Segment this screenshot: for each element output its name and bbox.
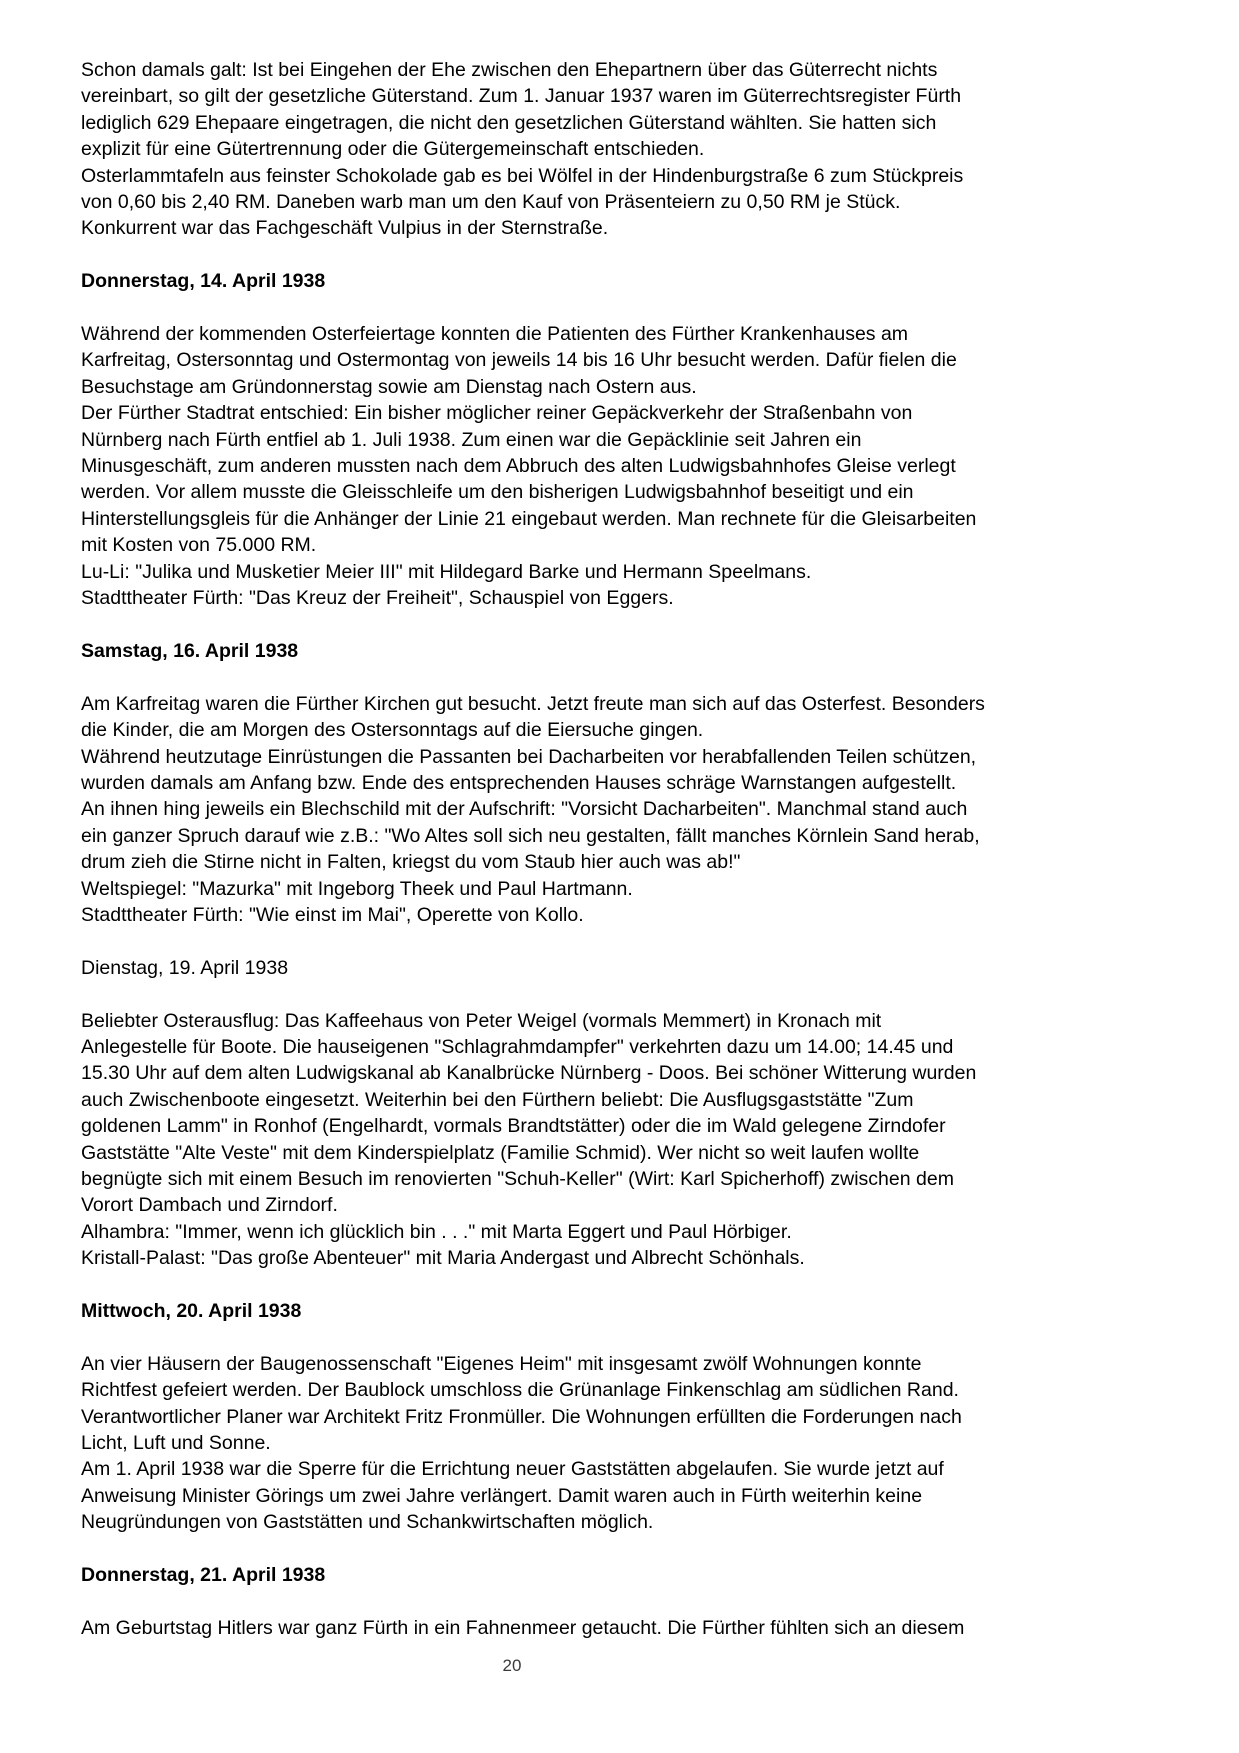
text-line: Nürnberg nach Fürth entfiel ab 1. Juli 1938. Zum einen war die Gepäcklinie seit Jahren ein bbox=[81, 428, 862, 451]
text-line: Vorort Dambach und Zirndorf. bbox=[81, 1194, 338, 1217]
text-line: Anweisung Minister Görings um zwei Jahre verlängert. Damit waren auch in Fürth weiterhin keine bbox=[81, 1484, 923, 1507]
text-line: Konkurrent war das Fachgeschäft Vulpius in der Sternstraße. bbox=[81, 217, 609, 240]
text-line: Alhambra: "Immer, wenn ich glücklich bin . . ." mit Marta Eggert und Paul Hörbiger. bbox=[81, 1220, 792, 1243]
paragraph bbox=[81, 1008, 1156, 1272]
text-line: Der Fürther Stadtrat entschied: Ein bisher möglicher reiner Gepäckverkehr der Straßenbahn von bbox=[81, 402, 913, 425]
text-line: Während heutzutage Einrüstungen die Passanten bei Dacharbeiten vor herabfallenden Teilen schützen, bbox=[81, 745, 977, 768]
text-line: die Kinder, die am Morgen des Ostersonntags auf die Eiersuche gingen. bbox=[81, 719, 704, 742]
text-line: Neugründungen von Gaststätten und Schankwirtschaften möglich. bbox=[81, 1511, 654, 1534]
text-line: Verantwortlicher Planer war Architekt Fritz Fronmüller. Die Wohnungen erfüllten die Forderungen nach bbox=[81, 1405, 962, 1428]
text-line: Gaststätte "Alte Veste" mit dem Kinderspielplatz (Familie Schmid). Wer nicht so weit laufen wollte bbox=[81, 1141, 920, 1164]
text-line: explizit für eine Gütertrennung oder die Gütergemeinschaft entschieden. bbox=[81, 138, 705, 161]
text-line: Während der kommenden Osterfeiertage konnten die Patienten des Fürther Krankenhauses am bbox=[81, 323, 909, 346]
text-line: begnügte sich mit einem Besuch im renovierten "Schuh-Keller" (Wirt: Karl Spicherhoff) zwischen dem bbox=[81, 1167, 954, 1190]
text-line: auch Zwischenboote eingesetzt. Weiterhin bei den Fürthern beliebt: Die Ausflugsgaststätte "Zum bbox=[81, 1088, 914, 1111]
text-line: Am 1. April 1938 war die Sperre für die Errichtung neuer Gaststätten abgelaufen. Sie wurde jetzt auf bbox=[81, 1458, 944, 1481]
section-heading: Dienstag, 19. April 1938 bbox=[81, 956, 289, 979]
text-line: An ihnen hing jeweils ein Blechschild mit der Aufschrift: "Vorsicht Dacharbeiten". Manchmal stand auch bbox=[81, 798, 968, 821]
text-line: An vier Häusern der Baugenossenschaft "Eigenes Heim" mit insgesamt zwölf Wohnungen konnte bbox=[81, 1352, 922, 1375]
document-body bbox=[81, 57, 1156, 1668]
text-line: Beliebter Osterausflug: Das Kaffeehaus von Peter Weigel (vormals Memmert) in Kronach mit bbox=[81, 1009, 882, 1032]
paragraph bbox=[81, 57, 1156, 242]
text-line: Osterlammtafeln aus feinster Schokolade gab es bei Wölfel in der Hindenburgstraße 6 zum Stückpreis bbox=[81, 164, 964, 187]
text-line: Karfreitag, Ostersonntag und Ostermontag von jeweils 14 bis 16 Uhr besucht werden. Dafür fielen die bbox=[81, 349, 957, 372]
text-line: wurden damals am Anfang bzw. Ende des entsprechenden Hauses schräge Warnstangen aufgestellt. bbox=[81, 771, 957, 794]
text-line: drum zieh die Stirne nicht in Falten, kriegst du vom Staub hier auch was ab!" bbox=[81, 851, 741, 874]
text-line: von 0,60 bis 2,40 RM. Daneben warb man um den Kauf von Präsenteiern zu 0,50 RM je Stück. bbox=[81, 191, 901, 214]
text-line: mit Kosten von 75.000 RM. bbox=[81, 534, 317, 557]
text-line: vereinbart, so gilt der gesetzliche Güterstand. Zum 1. Januar 1937 waren im Güterrechtsregister Fürth bbox=[81, 85, 962, 108]
text-line: lediglich 629 Ehepaare eingetragen, die nicht den gesetzlichen Güterstand wählten. Sie hatten sich bbox=[81, 111, 937, 134]
section-heading: Donnerstag, 21. April 1938 bbox=[81, 1564, 326, 1587]
text-line: Am Karfreitag waren die Fürther Kirchen gut besucht. Jetzt freute man sich auf das Osterfest. Besonders bbox=[81, 692, 985, 715]
text-line: Besuchstage am Gründonnerstag sowie am Dienstag nach Ostern aus. bbox=[81, 375, 697, 398]
text-line: werden. Vor allem musste die Gleisschleife um den bisherigen Ludwigsbahnhof beseitigt und ein bbox=[81, 481, 914, 504]
paragraph bbox=[81, 321, 1156, 611]
text-line: Lu-Li: "Julika und Musketier Meier III" mit Hildegard Barke und Hermann Speelmans. bbox=[81, 560, 812, 583]
text-line: Richtfest gefeiert werden. Der Baublock umschloss die Grünanlage Finkenschlag am südlichen Rand. bbox=[81, 1379, 959, 1402]
paragraph bbox=[81, 1351, 1156, 1536]
text-line: Stadttheater Fürth: "Wie einst im Mai", Operette von Kollo. bbox=[81, 903, 584, 926]
text-line: Stadttheater Fürth: "Das Kreuz der Freiheit", Schauspiel von Eggers. bbox=[81, 587, 674, 610]
text-line: Am Geburtstag Hitlers war ganz Fürth in ein Fahnenmeer getaucht. Die Fürther fühlten sich an diesem bbox=[81, 1616, 965, 1639]
text-line: ein ganzer Spruch darauf wie z.B.: "Wo Altes soll sich neu gestalten, fällt manches Körnlein Sand herab, bbox=[81, 824, 980, 847]
text-line: Kristall-Palast: "Das große Abenteuer" mit Maria Andergast und Albrecht Schönhals. bbox=[81, 1247, 805, 1270]
paragraph bbox=[81, 691, 1156, 929]
text-line: Anlegestelle für Boote. Die hauseigenen "Schlagrahmdampfer" verkehrten dazu um 14.00; 14.45 und bbox=[81, 1035, 954, 1058]
text-line: Weltspiegel: "Mazurka" mit Ingeborg Theek und Paul Hartmann. bbox=[81, 877, 633, 900]
text-line: goldenen Lamm" in Ronhof (Engelhardt, vormals Brandtstätter) oder die im Wald gelegene Zirndofer bbox=[81, 1115, 946, 1138]
paragraph bbox=[81, 1615, 1156, 1641]
text-line: Licht, Luft und Sonne. bbox=[81, 1432, 271, 1454]
text-line: Minusgeschäft, zum anderen mussten nach dem Abbruch des alten Ludwigsbahnhofes Gleise verlegt bbox=[81, 455, 956, 478]
page-number: 20 bbox=[502, 1656, 522, 1675]
text-line: Hinterstellungsgleis für die Anhänger der Linie 21 eingebaut werden. Man rechnete für die Gleisarbeiten bbox=[81, 507, 977, 530]
section-heading: Mittwoch, 20. April 1938 bbox=[81, 1299, 302, 1322]
section-heading: Samstag, 16. April 1938 bbox=[81, 639, 299, 662]
text-line: 15.30 Uhr auf dem alten Ludwigskanal ab Kanalbrücke Nürnberg - Doos. Bei schöner Witterung wurden bbox=[81, 1062, 977, 1085]
text-line: Schon damals galt: Ist bei Eingehen der Ehe zwischen den Ehepartnern über das Güterrecht nichts bbox=[81, 59, 938, 81]
section-heading: Donnerstag, 14. April 1938 bbox=[81, 270, 326, 293]
